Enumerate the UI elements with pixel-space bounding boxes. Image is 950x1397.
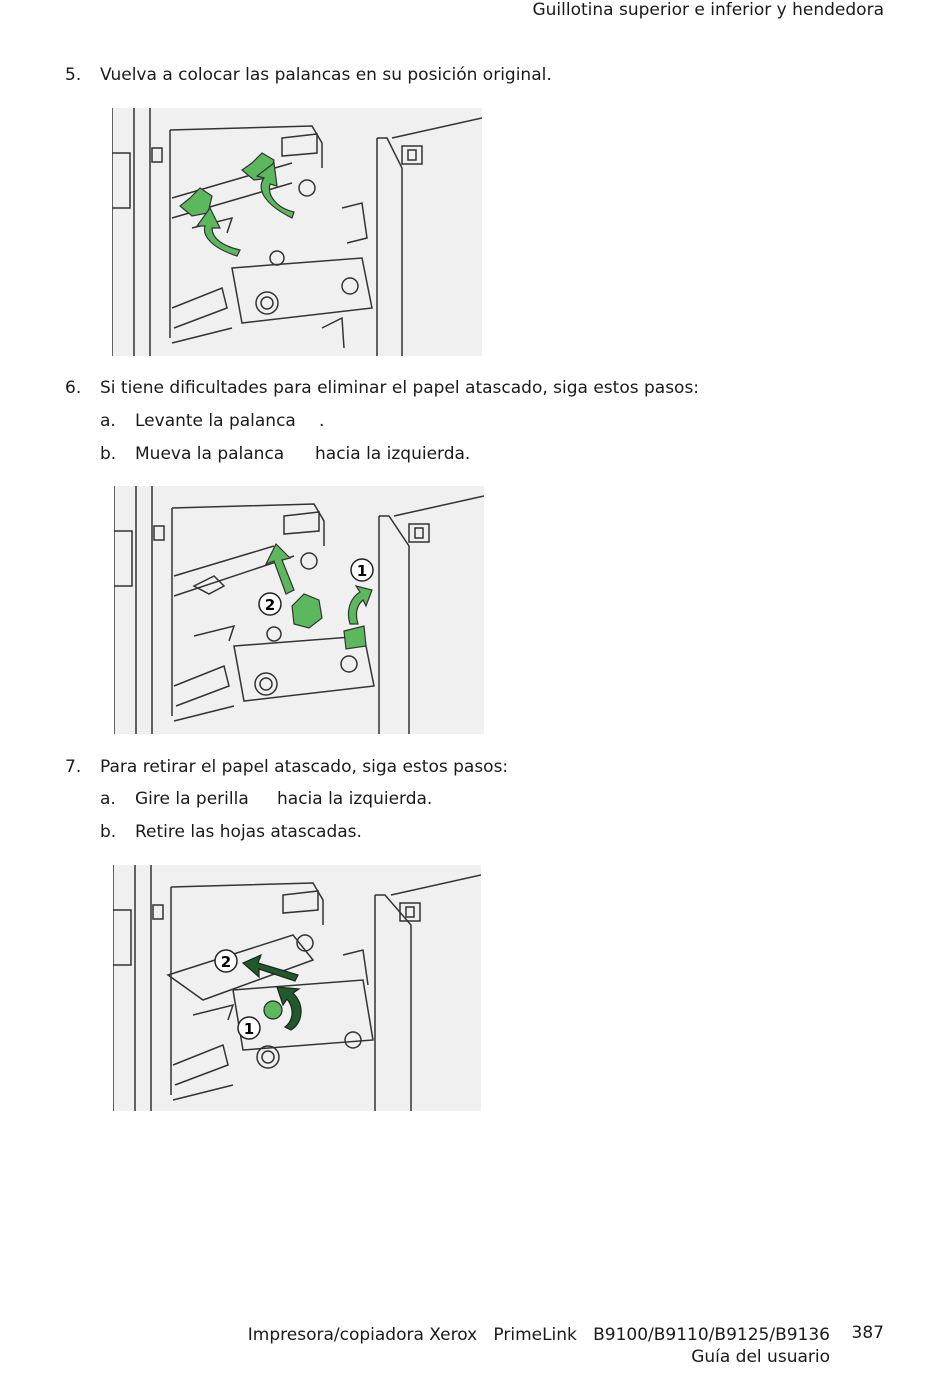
step-text: Si tiene dificultades para eliminar el papel atascado, siga estos pasos:	[100, 378, 700, 398]
step-text: Para retirar el papel atascado, siga estos pasos:	[100, 757, 509, 777]
substep-text-tail: hacia la izquierda.	[277, 789, 433, 809]
substep-text: Gire la perilla	[135, 789, 249, 809]
substep-text: Retire las hojas atascadas.	[135, 822, 362, 842]
substep-letter: a.	[100, 789, 116, 809]
illustration-return-levers	[112, 108, 482, 356]
substep-letter: a.	[100, 411, 116, 431]
callout-2: 2	[264, 596, 276, 614]
running-header: Guillotina superior e inferior y hendedora	[532, 0, 884, 20]
step-number: 7.	[65, 757, 82, 777]
substep-letter: b.	[100, 822, 117, 842]
callout-1: 1	[356, 562, 368, 580]
illustration-release-levers	[114, 486, 484, 734]
footer-guide: Guía del usuario	[691, 1347, 830, 1367]
step-number: 6.	[65, 378, 82, 398]
substep-text: Levante la palanca	[135, 411, 296, 431]
callout-2: 2	[220, 953, 232, 971]
substep-text-tail: .	[319, 411, 325, 431]
page-number: 387	[851, 1323, 884, 1343]
illustration-remove-jam	[113, 865, 481, 1111]
substep-letter: b.	[100, 444, 117, 464]
substep-text: Mueva la palanca	[135, 444, 285, 464]
step-text: Vuelva a colocar las palancas en su posición original.	[100, 65, 552, 85]
substep-text-tail: hacia la izquierda.	[315, 444, 471, 464]
callout-1: 1	[243, 1020, 255, 1038]
footer-product: Impresora/copiadora Xerox PrimeLink B9100/B9110/B9125/B9136	[247, 1325, 830, 1345]
step-number: 5.	[65, 65, 82, 85]
